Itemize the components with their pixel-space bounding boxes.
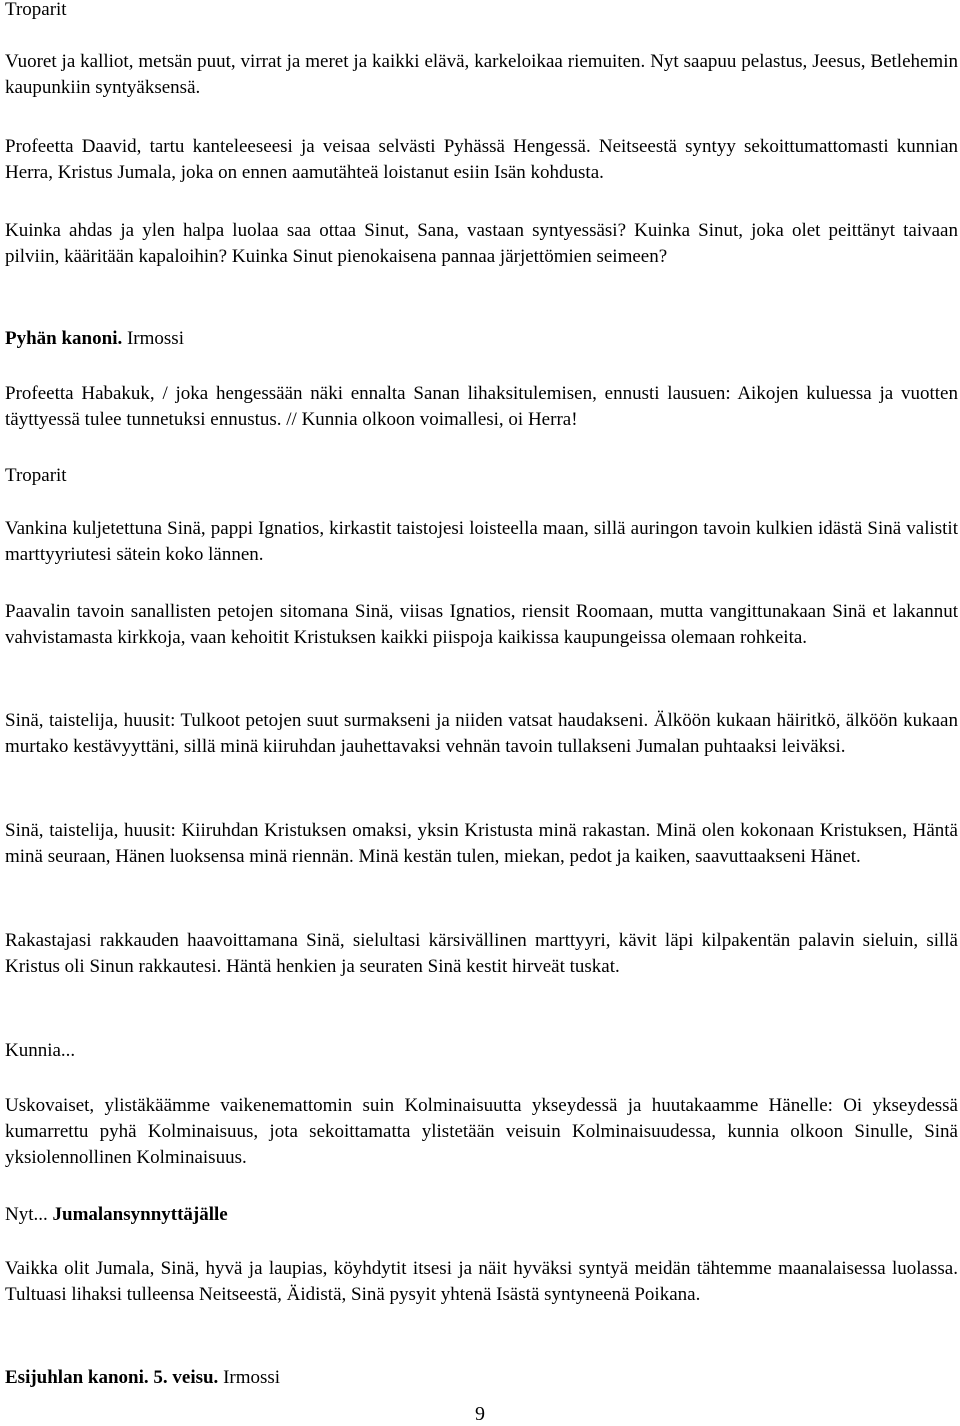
heading-jumalansynnyttajalle: Jumalansynnyttäjälle bbox=[52, 1204, 228, 1225]
heading-esijuhlan-kanoni bbox=[5, 1365, 958, 1391]
paragraph-mountains-rejoice: Vuoret ja kalliot, metsän puut, virrat ja meret ja kaikki elävä, karkeloikaa riemuiten. Nyt saapuu pelastus, Jeesus, Betlehemin kaupunkiin syntyäksensä. bbox=[5, 51, 958, 98]
paragraph-fighter-cried-1: Sinä, taistelija, huusit: Tulkoot petojen suut surmakseni ja niiden vatsat haudakseni. Älköön kukaan häiritkö, älköön kukaan murtako kestävyyttäni, sillä minä kiiruhdan jauhettavaksi vehnän tavoin tullakseni Jumalan puhtaaksi leiväksi. bbox=[5, 710, 958, 757]
heading-pyhan-kanoni-bold: Pyhän kanoni. bbox=[5, 328, 123, 349]
paragraph-prophet-david: Profeetta Daavid, tartu kanteleeseesi ja veisaa selvästi Pyhässä Hengessä. Neitseestä syntyy sekoittumattomasti kunnian Herra, Kristus Jumala, joka on ennen aamutähteä loistanut esiin Isän kohdusta. bbox=[5, 136, 958, 183]
heading-irmossi-label: Irmossi bbox=[122, 328, 184, 349]
heading-troparit-second: Troparit bbox=[5, 465, 67, 486]
label-nyt: Nyt... bbox=[5, 1204, 53, 1225]
paragraph-narrow-cave: Kuinka ahdas ja ylen halpa luolaa saa ottaa Sinut, Sana, vastaan syntyessäsi? Kuinka Sinut, joka olet peittänyt taivaan pilviin, kääritään kapaloihin? Kuinka Sinut pienokaisena pannaa järjettömien seimeen? bbox=[5, 220, 958, 267]
heading-esijuhlan-bold: Esijuhlan kanoni. 5. veisu. bbox=[5, 1367, 219, 1388]
page-number: 9 bbox=[475, 1403, 485, 1425]
paragraph-god-humbled: Vaikka olit Jumala, Sinä, hyvä ja laupias, köyhdytit itsesi ja näit hyväksi syntyä meidän tähtemme maanalaisessa luolassa. Tultuasi lihaksi tulleensa Neitseestä, Äidistä, Sinä pysyit yhtenä Isästä syntyneenä Poikana. bbox=[5, 1258, 958, 1305]
paragraph-paul-beasts: Paavalin tavoin sanallisten petojen sitomana Sinä, viisas Ignatios, riensit Roomaan, mutta vangittunakaan Sinä et lakannut vahvistamasta kirkkoja, vaan kehoitit Kristuksen kaikki piispoja kaikissa kaupungeissa olemaan rohkeita. bbox=[5, 601, 958, 648]
heading-nyt-theotokion bbox=[5, 1202, 958, 1228]
paragraph-trinity-praise: Uskovaiset, ylistäkäämme vaikenemattomin suin Kolminaisuutta ykseydessä ja huutakaamme Hänelle: Oi ykseydessä kumarrettu pyhä Kolminaisuus, jota sekoittamatta ylistetään veisuin Kolminaisuudessa, kunnia olkoon Sinulle, Sinä yksiolennollinen Kolminaisuus. bbox=[5, 1095, 958, 1168]
paragraph-prophet-habakuk: Profeetta Habakuk, / joka hengessään näki ennalta Sanan lihaksitulemisen, ennusti lausuen: Aikojen kuluessa ja vuotten täyttyessä tulee tunnetuksi ennustus. // Kunnia olkoon voimallesi, oi Herra! bbox=[5, 383, 958, 430]
paragraph-ignatios-prisoner: Vankina kuljetettuna Sinä, pappi Ignatios, kirkastit taistojesi loisteella maan, sillä auringon tavoin kulkien idästä Sinä valistit marttyyriutesi sätein koko lännen. bbox=[5, 518, 958, 565]
paragraph-wounded-by-love: Rakastajasi rakkauden haavoittamana Sinä, sielultasi kärsivällinen marttyyri, kävit läpi kilpakentän palavin sieluin, sillä Kristus oli Sinun rakkautesi. Häntä henkien ja seuraten Sinä kestit hirveät tuskat. bbox=[5, 930, 958, 977]
heading-pyhan-kanoni bbox=[5, 326, 958, 352]
heading-esijuhlan-irmossi: Irmossi bbox=[218, 1367, 281, 1388]
paragraph-fighter-cried-2: Sinä, taistelija, huusit: Kiiruhdan Kristuksen omaksi, yksin Kristusta minä rakastan. Minä olen kokonaan Kristuksen, Häntä minä seuraan, Hänen luoksensa minä riennän. Minä kestän tulen, miekan, pedot ja kaiken, saavuttaakseni Hänet. bbox=[5, 820, 958, 867]
heading-troparit-first: Troparit bbox=[5, 0, 67, 20]
label-kunnia: Kunnia... bbox=[5, 1040, 76, 1061]
